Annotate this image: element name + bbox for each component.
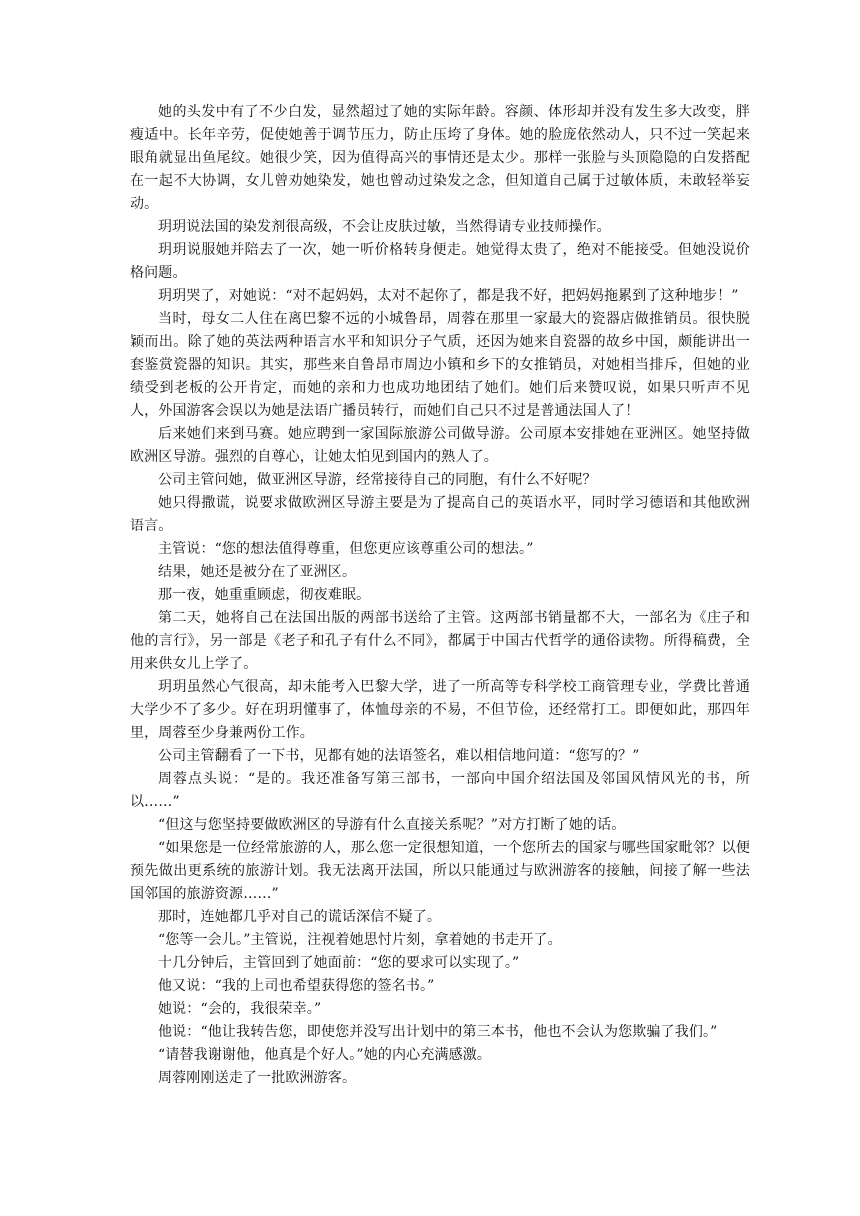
paragraph: 那一夜，她重重顾虑，彻夜难眠。	[158, 587, 371, 603]
paragraph: 公司主管问她，做亚洲区导游，经常接待自己的同胞，有什么不好呢？	[158, 472, 597, 488]
paragraph: 玥玥虽然心气很高，却未能考入巴黎大学，进了一所高等专科学校工商管理专业，学费比普通大学少不了多少。好在玥玥懂事了，体恤母亲的不易，不但节俭，还经常打工。即便如此，那四年里，周蓉至少身兼两份工作。	[130, 679, 750, 741]
paragraph: 玥玥说法国的染发剂很高级，不会让皮肤过敏，当然得请专业技师操作。	[158, 219, 611, 235]
paragraph: 他说：“他让我转告您，即使您并没写出计划中的第三本书，他也不会认为您欺骗了我们。”	[158, 1024, 718, 1040]
paragraph: 玥玥说服她并陪去了一次，她一听价格转身便走。她觉得太贵了，绝对不能接受。但她没说价格问题。	[130, 242, 750, 281]
paragraph: 周蓉点头说：“是的。我还准备写第三部书，一部向中国介绍法国及邻国风情风光的书，所以……”	[130, 771, 750, 810]
paragraph: 公司主管翻看了一下书，见都有她的法语签名，难以相信地问道：“您写的？”	[158, 748, 640, 764]
paragraph: 周蓉刚刚送走了一批欧洲游客。	[158, 1070, 357, 1086]
paragraph: 那时，连她都几乎对自己的谎话深信不疑了。	[158, 909, 441, 925]
paragraph: “您等一会儿。”主管说，注视着她思忖片刻，拿着她的书走开了。	[158, 932, 562, 948]
paragraph: 他又说：“我的上司也希望获得您的签名书。”	[158, 978, 435, 994]
paragraph: 结果，她还是被分在了亚洲区。	[158, 564, 357, 580]
paragraph: 主管说：“您的想法值得尊重，但您更应该尊重公司的想法。”	[158, 541, 534, 557]
paragraph: “但这与您坚持要做欧洲区的导游有什么直接关系呢？”对方打断了她的话。	[158, 817, 626, 833]
paragraph: “如果您是一位经常旅游的人，那么您一定很想知道，一个您所去的国家与哪些国家毗邻？以便预先做出更系统的旅游计划。我无法离开法国，所以只能通过与欧洲游客的接触，间接了解一些法国邻国的旅游资源……”	[130, 840, 750, 902]
paragraph: 她说：“会的，我很荣幸。”	[158, 1001, 322, 1017]
paragraph: 当时，母女二人住在离巴黎不远的小城鲁昂，周蓉在那里一家最大的瓷器店做推销员。很快脱颖而出。除了她的英法两种语言水平和知识分子气质，还因为她来自瓷器的故乡中国，颇能讲出一套鉴赏瓷器的知识。其实，那些来自鲁昂市周边小镇和乡下的女推销员，对她相当排斥，但她的业绩受到老板的公开肯定，而她的亲和力也成功地团结了她们。她们后来赞叹说，如果只听声不见人，外国游客会误以为她是法语广播员转行，而她们自己只不过是普通法国人了！	[130, 311, 750, 419]
story-text-body	[130, 101, 750, 1090]
paragraph: “请替我谢谢他，他真是个好人。”她的内心充满感激。	[158, 1047, 492, 1063]
paragraph: 十几分钟后，主管回到了她面前：“您的要求可以实现了。”	[158, 955, 520, 971]
paragraph: 她的头发中有了不少白发，显然超过了她的实际年龄。容颜、体形却并没有发生多大改变，胖瘦适中。长年辛劳，促使她善于调节压力，防止压垮了身体。她的脸庞依然动人，只不过一笑起来眼角就显出鱼尾纹。她很少笑，因为值得高兴的事情还是太少。那样一张脸与头顶隐隐的白发搭配在一起不大协调，女儿曾劝她染发，她也曾动过染发之念，但知道自己属于过敏体质，未敢轻举妄动。	[130, 104, 750, 212]
paragraph: 玥玥哭了，对她说：“对不起妈妈，太对不起你了，都是我不好，把妈妈拖累到了这种地步！”	[158, 288, 739, 304]
paragraph: 第二天，她将自己在法国出版的两部书送给了主管。这两部书销量都不大，一部名为《庄子和他的言行》，另一部是《老子和孔子有什么不同》，都属于中国古代哲学的通俗读物。所得稿费，全用来供女儿上学了。	[130, 610, 750, 672]
paragraph: 后来她们来到马赛。她应聘到一家国际旅游公司做导游。公司原本安排她在亚洲区。她坚持做欧洲区导游。强烈的自尊心，让她太怕见到国内的熟人了。	[130, 426, 750, 465]
paragraph: 她只得撒谎，说要求做欧洲区导游主要是为了提高自己的英语水平，同时学习德语和其他欧洲语言。	[130, 495, 750, 534]
